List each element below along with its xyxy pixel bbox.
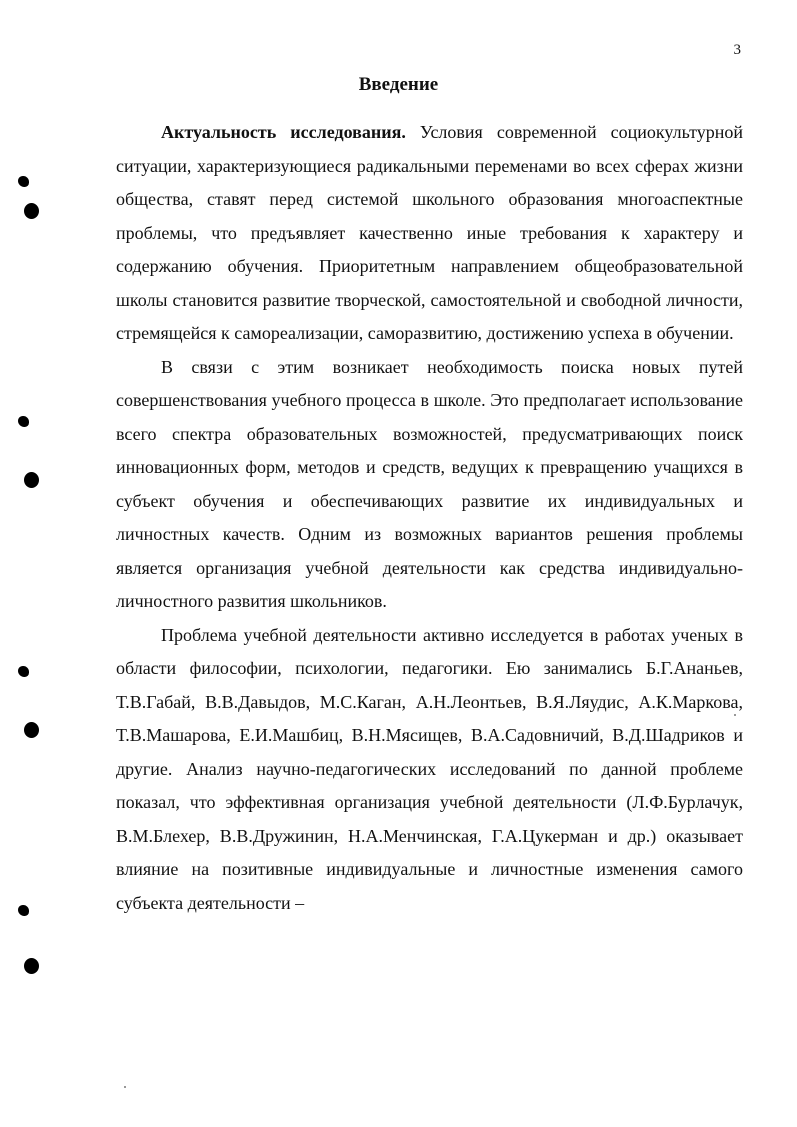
punch-hole-mark [24,472,39,488]
paragraph-lead: Актуальность исследования. [161,122,406,142]
paragraph-necessity: В связи с этим возникает необходимость поиска новых путей совершенствования учебного процесса в школе. Это предполагает использование всего спектра образовательных возможностей, предусматривающих поиск инновационных форм, методов и средств, ведущих к превращению учащихся в субъект обучения и обеспечивающих развитие их индивидуальных и личностных качеств. Одним из возможных вариантов решения проблемы является организация учебной деятельности как средства индивидуально-личностного развития школьников. [116,356,743,611]
punch-hole-mark [18,416,29,427]
page-title: Введение [358,74,439,95]
scan-speck [734,714,736,716]
punch-hole-mark [18,176,29,187]
punch-hole-mark [18,666,29,677]
punch-hole-mark [24,203,39,219]
punch-hole-mark [18,905,29,916]
paragraph-research: Проблема учебной деятельности активно исследуется в работах ученых в области философии, психологии, педагогики. Ею занимались Б.Г.Ананьев, Т.В.Габай, В.В.Давыдов, М.С.Каган, А.Н.Леонтьев, В.Я.Ляудис, А.К.Маркова, Т.В.Машарова, Е.И.Машбиц, В.Н.Мясищев, В.А.Садовничий, В.Д.Шадриков и другие. Анализ научно-педагогических исследований по данной проблеме показал, что эффективная организация учебной деятельности (Л.Ф.Бурлачук, В.М.Блехер, В.В.Дружинин, Н.А.Менчинская, Г.А.Цукерман и др.) оказывает влияние на позитивные индивидуальные и личностные изменения самого субъекта деятельности – [116,624,743,913]
scan-speck [124,1086,126,1088]
page-number: 3 [733,42,741,58]
paragraph-text: Условия современной социокультурной ситуации, характеризующиеся радикальными переменами во всех сферах жизни общества, ставят перед системой школьного образования многоаспектные проблемы, что предъявляет качественно иные требования к характеру и содержанию обучения. Приоритетным направлением общеобразовательной школы становится развитие творческой, самостоятельной и свободной личности, стремящейся к самореализации, саморазвитию, достижению успеха в обучении. [116,122,743,343]
punch-hole-mark [24,958,39,974]
punch-hole-mark [24,722,39,738]
paragraph-relevance [116,116,743,351]
body-text [116,116,743,920]
